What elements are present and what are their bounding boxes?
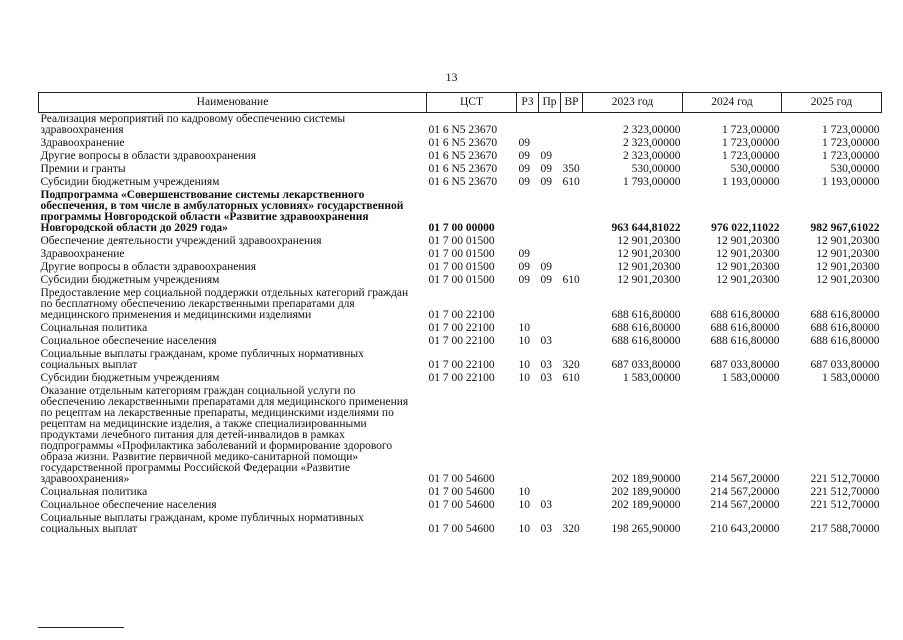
pr-cell [539, 385, 561, 486]
vr-cell: 610 [562, 176, 580, 188]
table-row [39, 322, 882, 335]
amount-2023-cell: 688 616,80000 [611, 322, 681, 334]
amount-2023-cell: 202 189,90000 [611, 486, 681, 498]
amount-2023-cell: 12 901,20300 [617, 261, 681, 273]
vr-cell [561, 335, 583, 348]
pr-cell: 03 [540, 335, 552, 347]
vr-cell [561, 113, 583, 138]
amount-2023-cell: 12 901,20300 [617, 274, 681, 286]
rz-cell: 09 [518, 137, 530, 149]
table-row [39, 163, 882, 176]
pr-cell [539, 486, 561, 499]
amount-2025-cell: 688 616,80000 [810, 322, 880, 334]
header-rz: РЗ [517, 93, 539, 113]
cst-cell: 01 7 00 01500 [428, 261, 495, 273]
table-row [39, 335, 882, 348]
vr-cell: 610 [562, 372, 580, 384]
amount-2025-cell: 1 193,00000 [822, 176, 880, 188]
header-name: Наименование [39, 93, 427, 113]
amount-2023-cell: 12 901,20300 [617, 235, 681, 247]
vr-cell: 350 [562, 163, 580, 175]
vr-cell [561, 499, 583, 512]
name-cell: Премии и гранты [40, 163, 126, 175]
amount-2024-cell: 1 723,00000 [722, 124, 780, 136]
header-vr: ВР [561, 93, 583, 113]
pr-cell: 03 [540, 372, 552, 384]
rz-cell [517, 385, 539, 486]
budget-table [38, 92, 882, 536]
amount-2024-cell: 1 583,00000 [722, 372, 780, 384]
amount-2025-cell: 687 033,80000 [810, 359, 880, 371]
rz-cell: 09 [518, 248, 530, 260]
name-cell: Социальное обеспечение населения [40, 335, 217, 347]
amount-2024-cell: 976 022,11022 [711, 222, 780, 234]
cst-cell: 01 6 N5 23670 [428, 124, 498, 136]
amount-2024-cell: 1 193,00000 [722, 176, 780, 188]
vr-cell [561, 486, 583, 499]
cst-cell: 01 6 N5 23670 [428, 163, 498, 175]
amount-2025-cell: 12 901,20300 [816, 248, 880, 260]
rz-cell: 10 [518, 335, 530, 347]
header-2025: 2025 год [782, 93, 882, 113]
rz-cell: 10 [518, 372, 530, 384]
cst-cell: 01 7 00 54600 [428, 473, 495, 485]
cst-cell: 01 7 00 22100 [428, 322, 495, 334]
cst-cell: 01 7 00 54600 [428, 499, 495, 511]
pr-cell [539, 137, 561, 150]
name-cell: Социальные выплаты гражданам, кроме публичных нормативных социальных выплат [40, 512, 364, 535]
table-row [39, 261, 882, 274]
pr-cell [539, 287, 561, 322]
pr-cell [539, 322, 561, 335]
cst-cell: 01 7 00 01500 [428, 248, 495, 260]
pr-cell: 09 [540, 274, 552, 286]
table-row [39, 348, 882, 372]
vr-cell [561, 261, 583, 274]
amount-2025-cell: 688 616,80000 [810, 335, 880, 347]
amount-2024-cell: 688 616,80000 [710, 322, 780, 334]
cst-cell: 01 6 N5 23670 [428, 137, 498, 149]
table-row [39, 137, 882, 150]
amount-2025-cell: 12 901,20300 [816, 235, 880, 247]
amount-2025-cell: 217 588,70000 [810, 523, 880, 535]
amount-2025-cell: 221 512,70000 [810, 486, 880, 498]
name-cell: Предоставление мер социальной поддержки отдельных категорий граждан по бесплатному обеспечению лекарственными препаратами для медицинского применения и медицинскими изделиями [40, 287, 409, 321]
vr-cell [561, 150, 583, 163]
header-2023: 2023 год [583, 93, 683, 113]
header-cst: ЦСТ [427, 93, 517, 113]
amount-2025-cell: 12 901,20300 [816, 274, 880, 286]
pr-cell: 03 [540, 523, 552, 535]
name-cell: Субсидии бюджетным учреждениям [40, 372, 220, 384]
amount-2024-cell: 12 901,20300 [716, 235, 780, 247]
page-number: 13 [445, 70, 458, 84]
cst-cell: 01 6 N5 23670 [428, 150, 498, 162]
name-cell: Обеспечение деятельности учреждений здравоохранения [40, 235, 322, 247]
vr-cell [561, 287, 583, 322]
amount-2023-cell: 963 644,81022 [611, 222, 681, 234]
amount-2023-cell: 688 616,80000 [611, 309, 681, 321]
rz-cell: 10 [518, 499, 530, 511]
name-cell: Другие вопросы в области здравоохранения [40, 150, 256, 162]
amount-2023-cell: 2 323,00000 [623, 137, 681, 149]
cst-cell: 01 7 00 22100 [428, 359, 495, 371]
vr-cell: 320 [562, 359, 580, 371]
amount-2023-cell: 202 189,90000 [611, 473, 681, 485]
name-cell: Подпрограмма «Совершенствование системы лекарственного обеспечения, в том числе в амбулаторных условиях» государственной программы Новгородской области «Развитие здравоохранения Новгородской области до 2029 года» [40, 189, 404, 234]
amount-2023-cell: 198 265,90000 [611, 523, 681, 535]
table-row [39, 113, 882, 138]
vr-cell [561, 385, 583, 486]
rz-cell: 10 [518, 322, 530, 334]
rz-cell: 09 [518, 176, 530, 188]
amount-2024-cell: 687 033,80000 [710, 359, 780, 371]
amount-2023-cell: 688 616,80000 [611, 335, 681, 347]
amount-2024-cell: 1 723,00000 [722, 150, 780, 162]
rz-cell [517, 189, 539, 235]
name-cell: Социальная политика [40, 322, 148, 334]
table-row [39, 372, 882, 385]
name-cell: Субсидии бюджетным учреждениям [40, 274, 220, 286]
cst-cell: 01 7 00 22100 [428, 335, 495, 347]
cst-cell: 01 7 00 01500 [428, 274, 495, 286]
amount-2024-cell: 214 567,20000 [710, 486, 780, 498]
table-row [39, 287, 882, 322]
amount-2023-cell: 1 583,00000 [623, 372, 681, 384]
header-2024: 2024 год [683, 93, 782, 113]
amount-2024-cell: 214 567,20000 [710, 499, 780, 511]
cst-cell: 01 7 00 54600 [428, 486, 495, 498]
amount-2023-cell: 2 323,00000 [623, 124, 681, 136]
rz-cell [517, 235, 539, 248]
table-row [39, 274, 882, 287]
pr-cell [539, 113, 561, 138]
pr-cell [539, 248, 561, 261]
amount-2023-cell: 687 033,80000 [611, 359, 681, 371]
table-row [39, 486, 882, 499]
amount-2023-cell: 2 323,00000 [623, 150, 681, 162]
vr-cell [561, 189, 583, 235]
cst-cell: 01 7 00 01500 [428, 235, 495, 247]
amount-2024-cell: 688 616,80000 [710, 335, 780, 347]
table-row [39, 189, 882, 235]
name-cell: Реализация мероприятий по кадровому обеспечению системы здравоохранения [40, 113, 346, 136]
amount-2023-cell: 1 793,00000 [623, 176, 681, 188]
amount-2025-cell: 982 967,61022 [810, 222, 880, 234]
amount-2023-cell: 530,00000 [631, 163, 681, 175]
amount-2025-cell: 221 512,70000 [810, 473, 880, 485]
name-cell: Социальная политика [40, 486, 148, 498]
vr-cell [561, 322, 583, 335]
amount-2025-cell: 688 616,80000 [810, 309, 880, 321]
rz-cell [517, 113, 539, 138]
table-row [39, 512, 882, 536]
name-cell: Социальные выплаты гражданам, кроме публичных нормативных социальных выплат [40, 348, 364, 371]
amount-2024-cell: 210 643,20000 [710, 523, 780, 535]
table-row [39, 235, 882, 248]
amount-2025-cell: 1 723,00000 [822, 150, 880, 162]
vr-cell [561, 248, 583, 261]
name-cell: Здравоохранение [40, 137, 125, 149]
amount-2023-cell: 202 189,90000 [611, 499, 681, 511]
pr-cell: 03 [540, 499, 552, 511]
pr-cell: 09 [540, 163, 552, 175]
pr-cell: 09 [540, 176, 552, 188]
footnote-separator [38, 627, 124, 628]
name-cell: Оказание отдельным категориям граждан социальной услуги по обеспечению лекарственными препаратами для медицинского применения по рецептам на лекарственные препараты, медицинскими изделиями по рецептам на медицинские изделия, а также специализированными продуктами лечебного питания для детей-инвалидов в рамках подпрограммы «Профилактика заболеваний и формирование здорового образа жизни. Развитие первичной медико-санитарной помощи» государственной программы Российской Федерации «Развитие здравоохранения» [40, 385, 409, 485]
rz-cell: 09 [518, 150, 530, 162]
vr-cell [561, 137, 583, 150]
name-cell: Другие вопросы в области здравоохранения [40, 261, 256, 273]
amount-2024-cell: 530,00000 [730, 163, 780, 175]
table-row [39, 176, 882, 189]
table-row [39, 385, 882, 486]
rz-cell [517, 287, 539, 322]
rz-cell: 09 [518, 261, 530, 273]
cst-cell: 01 7 00 22100 [428, 309, 495, 321]
amount-2025-cell: 1 723,00000 [822, 137, 880, 149]
amount-2025-cell: 1 723,00000 [822, 124, 880, 136]
amount-2025-cell: 530,00000 [830, 163, 880, 175]
amount-2024-cell: 12 901,20300 [716, 274, 780, 286]
table-row [39, 248, 882, 261]
pr-cell [539, 189, 561, 235]
vr-cell [561, 235, 583, 248]
amount-2024-cell: 12 901,20300 [716, 261, 780, 273]
table-body [39, 113, 882, 537]
amount-2024-cell: 1 723,00000 [722, 137, 780, 149]
rz-cell: 09 [518, 163, 530, 175]
cst-cell: 01 6 N5 23670 [428, 176, 498, 188]
amount-2024-cell: 214 567,20000 [710, 473, 780, 485]
name-cell: Социальное обеспечение населения [40, 499, 217, 511]
vr-cell: 320 [562, 523, 580, 535]
amount-2024-cell: 688 616,80000 [710, 309, 780, 321]
rz-cell: 10 [518, 359, 530, 371]
cst-cell: 01 7 00 00000 [428, 222, 495, 234]
rz-cell: 09 [518, 274, 530, 286]
cst-cell: 01 7 00 54600 [428, 523, 495, 535]
pr-cell: 03 [540, 359, 552, 371]
name-cell: Здравоохранение [40, 248, 125, 260]
amount-2025-cell: 221 512,70000 [810, 499, 880, 511]
header-pr: Пр [539, 93, 561, 113]
table-row [39, 150, 882, 163]
vr-cell: 610 [562, 274, 580, 286]
pr-cell: 09 [540, 261, 552, 273]
cst-cell: 01 7 00 22100 [428, 372, 495, 384]
rz-cell: 10 [518, 486, 530, 498]
amount-2024-cell: 12 901,20300 [716, 248, 780, 260]
pr-cell: 09 [540, 150, 552, 162]
table-row [39, 499, 882, 512]
name-cell: Субсидии бюджетным учреждениям [40, 176, 220, 188]
rz-cell: 10 [518, 523, 530, 535]
table-header-row [39, 93, 882, 113]
amount-2023-cell: 12 901,20300 [617, 248, 681, 260]
amount-2025-cell: 1 583,00000 [822, 372, 880, 384]
amount-2025-cell: 12 901,20300 [816, 261, 880, 273]
pr-cell [539, 235, 561, 248]
